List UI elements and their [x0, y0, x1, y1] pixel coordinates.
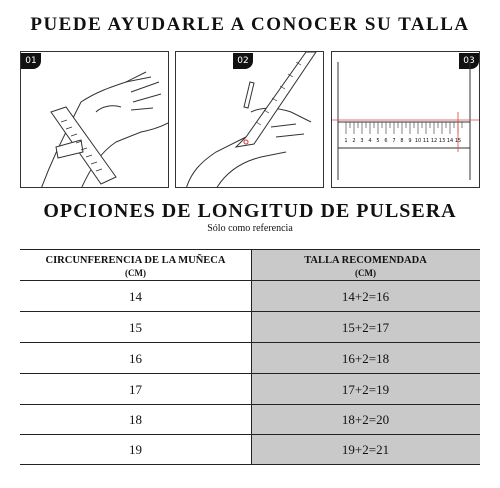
size-value-cell: 18+2=20: [341, 412, 390, 427]
size-column-header: [251, 255, 480, 279]
size-value-cell: 15+2=17: [341, 320, 390, 335]
ruler-number: 12: [430, 138, 438, 144]
ruler-number: 3: [360, 138, 364, 144]
ruler-number: 9: [408, 138, 412, 144]
wrist-header-unit: (CM): [125, 268, 146, 278]
wrist-value-cell: 18: [129, 412, 142, 427]
wrist-header-label: CIRCUNFERENCIA DE LA MUÑECA: [45, 255, 226, 266]
ruler-number: 5: [376, 138, 380, 144]
mark-tape-illustration: [176, 52, 324, 188]
row-divider: [20, 249, 480, 250]
step-1-panel: [20, 51, 169, 188]
step-3-panel: [331, 51, 480, 188]
wrist-value-cell: 15: [129, 320, 142, 335]
ruler-number: 10: [414, 138, 422, 144]
ruler-illustration: [332, 52, 480, 188]
size-table: [20, 249, 480, 465]
section-heading: OPCIONES DE LONGITUD DE PULSERA: [43, 200, 457, 222]
size-value-cell: 19+2=21: [341, 442, 390, 457]
size-header-unit: (CM): [355, 268, 376, 278]
ruler-number: 15: [454, 138, 462, 144]
ruler-number: 6: [384, 138, 388, 144]
ruler-number: 7: [392, 138, 396, 144]
row-divider: [20, 280, 480, 281]
ruler-number: 14: [446, 138, 454, 144]
size-value-cell: 14+2=16: [341, 289, 390, 304]
ruler-number: 13: [438, 138, 446, 144]
size-value-cell: 17+2=19: [341, 382, 390, 397]
ruler-number: 1: [344, 138, 348, 144]
wrist-value-cell: 16: [129, 351, 142, 366]
wrist-column-header: [20, 255, 251, 279]
wrist-measure-illustration: [21, 52, 169, 188]
wrist-value-cell: 17: [129, 382, 142, 397]
size-header-label: TALLA RECOMENDADA: [304, 255, 427, 266]
size-value-cell: 16+2=18: [341, 351, 390, 366]
step-3-badge: 03: [459, 53, 479, 69]
ruler-number: 4: [368, 138, 372, 144]
reference-note: Sólo como referencia: [207, 223, 293, 234]
step-2-badge: 02: [233, 53, 253, 69]
ruler-number: 8: [400, 138, 404, 144]
step-1-badge: 01: [21, 53, 41, 69]
ruler-number: 11: [422, 138, 430, 144]
ruler-number: 2: [352, 138, 356, 144]
step-2-panel: [175, 51, 324, 188]
wrist-value-cell: 19: [129, 442, 142, 457]
page-title: PUEDE AYUDARLE A CONOCER SU TALLA: [30, 14, 470, 35]
instruction-panels: [20, 51, 480, 188]
wrist-value-cell: 14: [129, 289, 142, 304]
